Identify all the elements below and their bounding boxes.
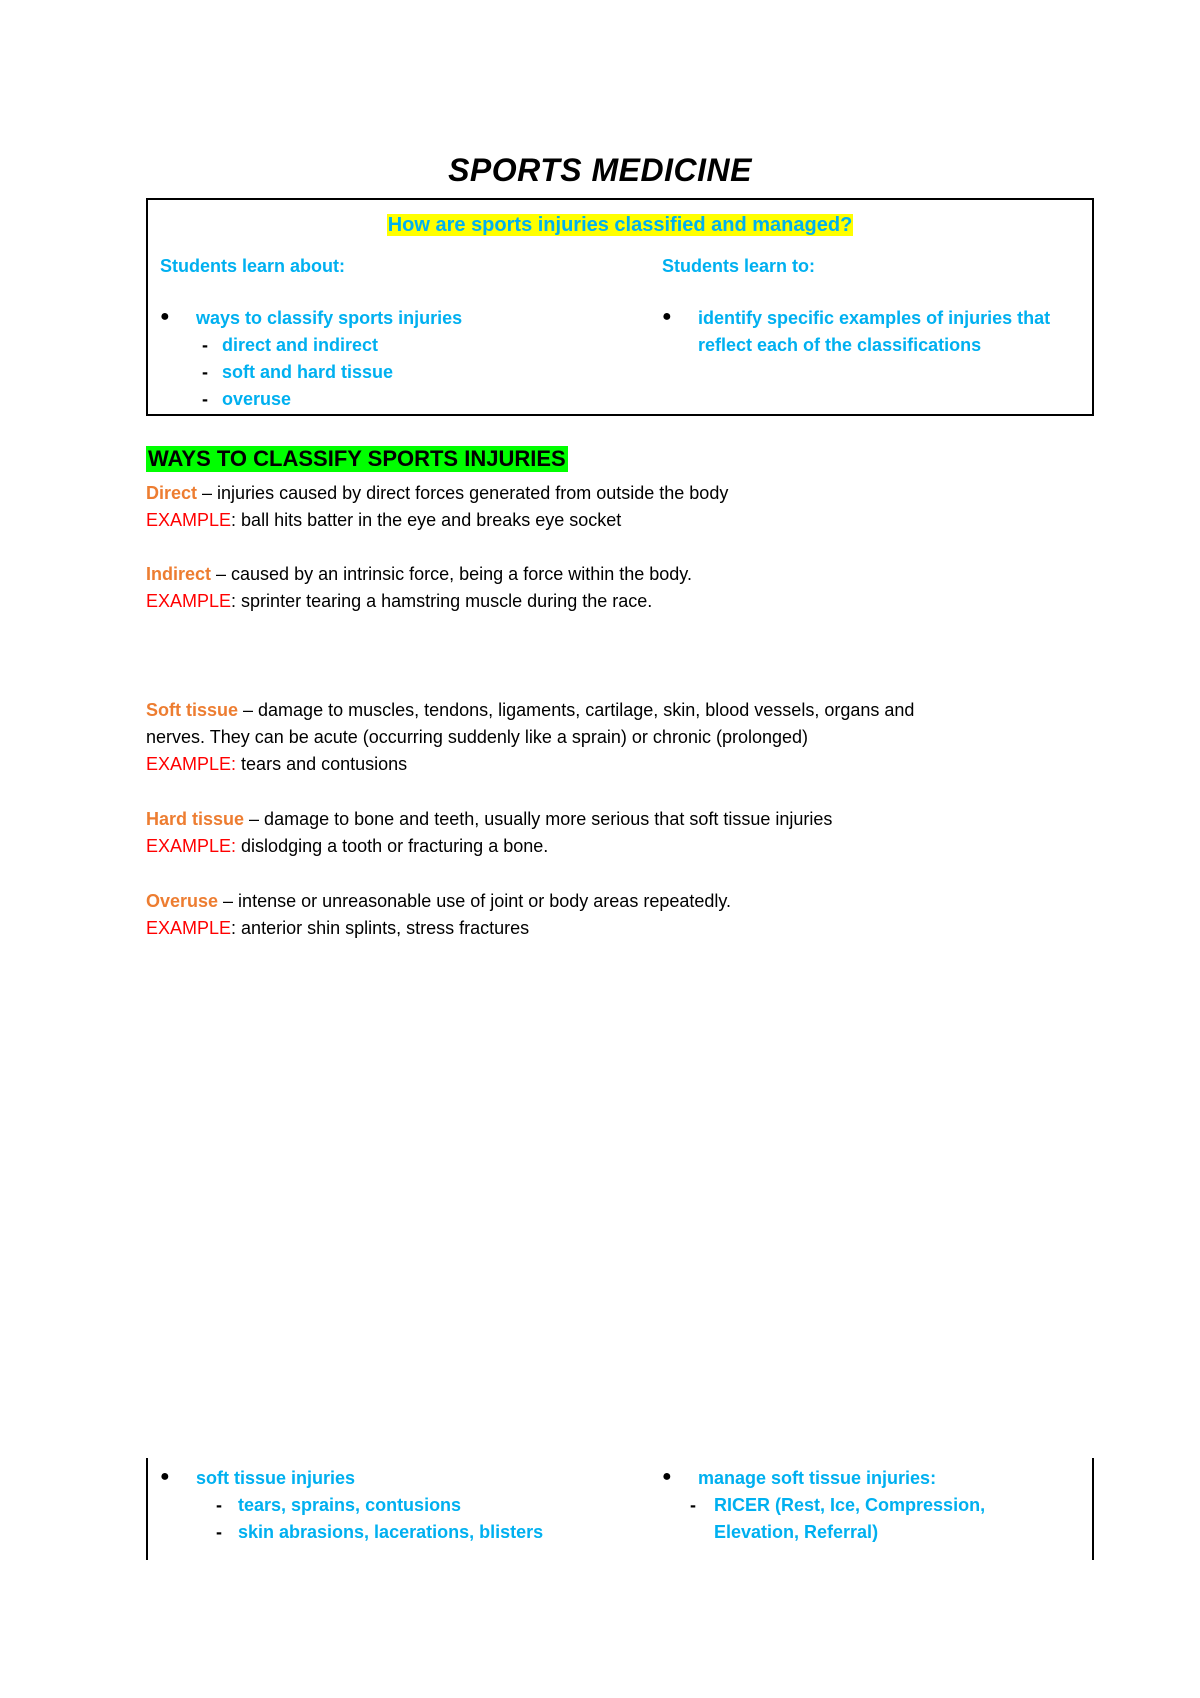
direct-term: Direct: [146, 483, 198, 503]
overuse-example-text: : anterior shin splints, stress fractures: [231, 918, 530, 938]
overuse-term: Overuse: [146, 891, 219, 911]
overuse-example: [146, 915, 529, 942]
soft-tissue-term: Soft tissue: [146, 700, 239, 720]
soft-tissue-definition-line2: nerves. They can be acute (occurring suddenly like a sprain) or chronic (prolonged): [146, 727, 809, 747]
dash-icon: -: [202, 335, 208, 355]
indirect-definition: [146, 561, 692, 588]
learn-to-column: [662, 256, 1082, 406]
bullet-icon: ●: [160, 308, 170, 325]
key-question-text: How are sports injuries classified and managed?: [387, 214, 853, 236]
example-label: EXAMPLE: [146, 510, 232, 530]
dash-icon: -: [202, 389, 208, 409]
learn-about-subitem: soft and hard tissue: [222, 362, 394, 382]
hard-tissue-example-text: dislodging a tooth or fracturing a bone.: [236, 836, 549, 856]
hard-tissue-definition: [146, 806, 832, 833]
learn-to-heading: Students learn to:: [662, 256, 816, 276]
dash-icon: -: [690, 1495, 696, 1515]
syllabus-box: [146, 198, 1094, 416]
soft-tissue-subitem: skin abrasions, lacerations, blisters: [238, 1522, 544, 1542]
soft-tissue-subitem: tears, sprains, contusions: [238, 1495, 462, 1515]
example-label: EXAMPLE:: [146, 836, 237, 856]
direct-definition: [146, 480, 728, 507]
learn-to-bullet-line2: reflect each of the classifications: [698, 335, 982, 355]
indirect-term: Indirect: [146, 564, 212, 584]
bottom-syllabus-box: [146, 1458, 1094, 1560]
indirect-definition-text: – caused by an intrinsic force, being a force within the body.: [211, 564, 692, 584]
hard-tissue-term: Hard tissue: [146, 809, 245, 829]
overuse-definition: [146, 888, 731, 915]
section-heading: WAYS TO CLASSIFY SPORTS INJURIES: [148, 446, 566, 471]
soft-tissue-bullet: soft tissue injuries: [196, 1468, 356, 1488]
learn-about-bullet: ways to classify sports injuries: [196, 308, 463, 328]
learn-about-heading: Students learn about:: [160, 256, 346, 276]
dash-icon: -: [216, 1495, 222, 1515]
manage-column: [662, 1468, 1082, 1558]
soft-tissue-column: [160, 1468, 600, 1558]
page-title: SPORTS MEDICINE: [448, 152, 752, 188]
overuse-definition-text: – intense or unreasonable use of joint or body areas repeatedly.: [218, 891, 732, 911]
manage-bullet: manage soft tissue injuries:: [698, 1468, 937, 1488]
key-question: [148, 214, 1092, 237]
soft-tissue-definition-text: – damage to muscles, tendons, ligaments, cartilage, skin, blood vessels, organs and: [238, 700, 915, 720]
dash-icon: -: [216, 1522, 222, 1542]
direct-example-text: : ball hits batter in the eye and breaks eye socket: [231, 510, 622, 530]
soft-tissue-example-text: tears and contusions: [236, 754, 408, 774]
example-label: EXAMPLE: [146, 918, 232, 938]
bullet-icon: ●: [160, 1468, 170, 1485]
bullet-icon: ●: [662, 308, 672, 325]
learn-about-column: [160, 256, 600, 409]
indirect-example-text: : sprinter tearing a hamstring muscle during the race.: [231, 591, 653, 611]
example-label: EXAMPLE: [146, 591, 232, 611]
direct-definition-text: – injuries caused by direct forces generated from outside the body: [197, 483, 729, 503]
learn-to-bullet-line1: identify specific examples of injuries that: [698, 308, 1051, 328]
hard-tissue-definition-text: – damage to bone and teeth, usually more serious that soft tissue injuries: [244, 809, 833, 829]
soft-tissue-definition: [146, 697, 914, 724]
hard-tissue-example: [146, 833, 548, 860]
direct-example: [146, 507, 621, 534]
soft-tissue-example: [146, 751, 407, 778]
dash-icon: -: [202, 362, 208, 382]
bullet-icon: ●: [662, 1468, 672, 1485]
learn-about-subitem: overuse: [222, 389, 292, 409]
example-label: EXAMPLE:: [146, 754, 237, 774]
learn-about-subitem: direct and indirect: [222, 335, 379, 355]
ricer-line2: Elevation, Referral): [714, 1522, 879, 1542]
ricer-line1: RICER (Rest, Ice, Compression,: [714, 1495, 986, 1515]
indirect-example: [146, 588, 652, 615]
